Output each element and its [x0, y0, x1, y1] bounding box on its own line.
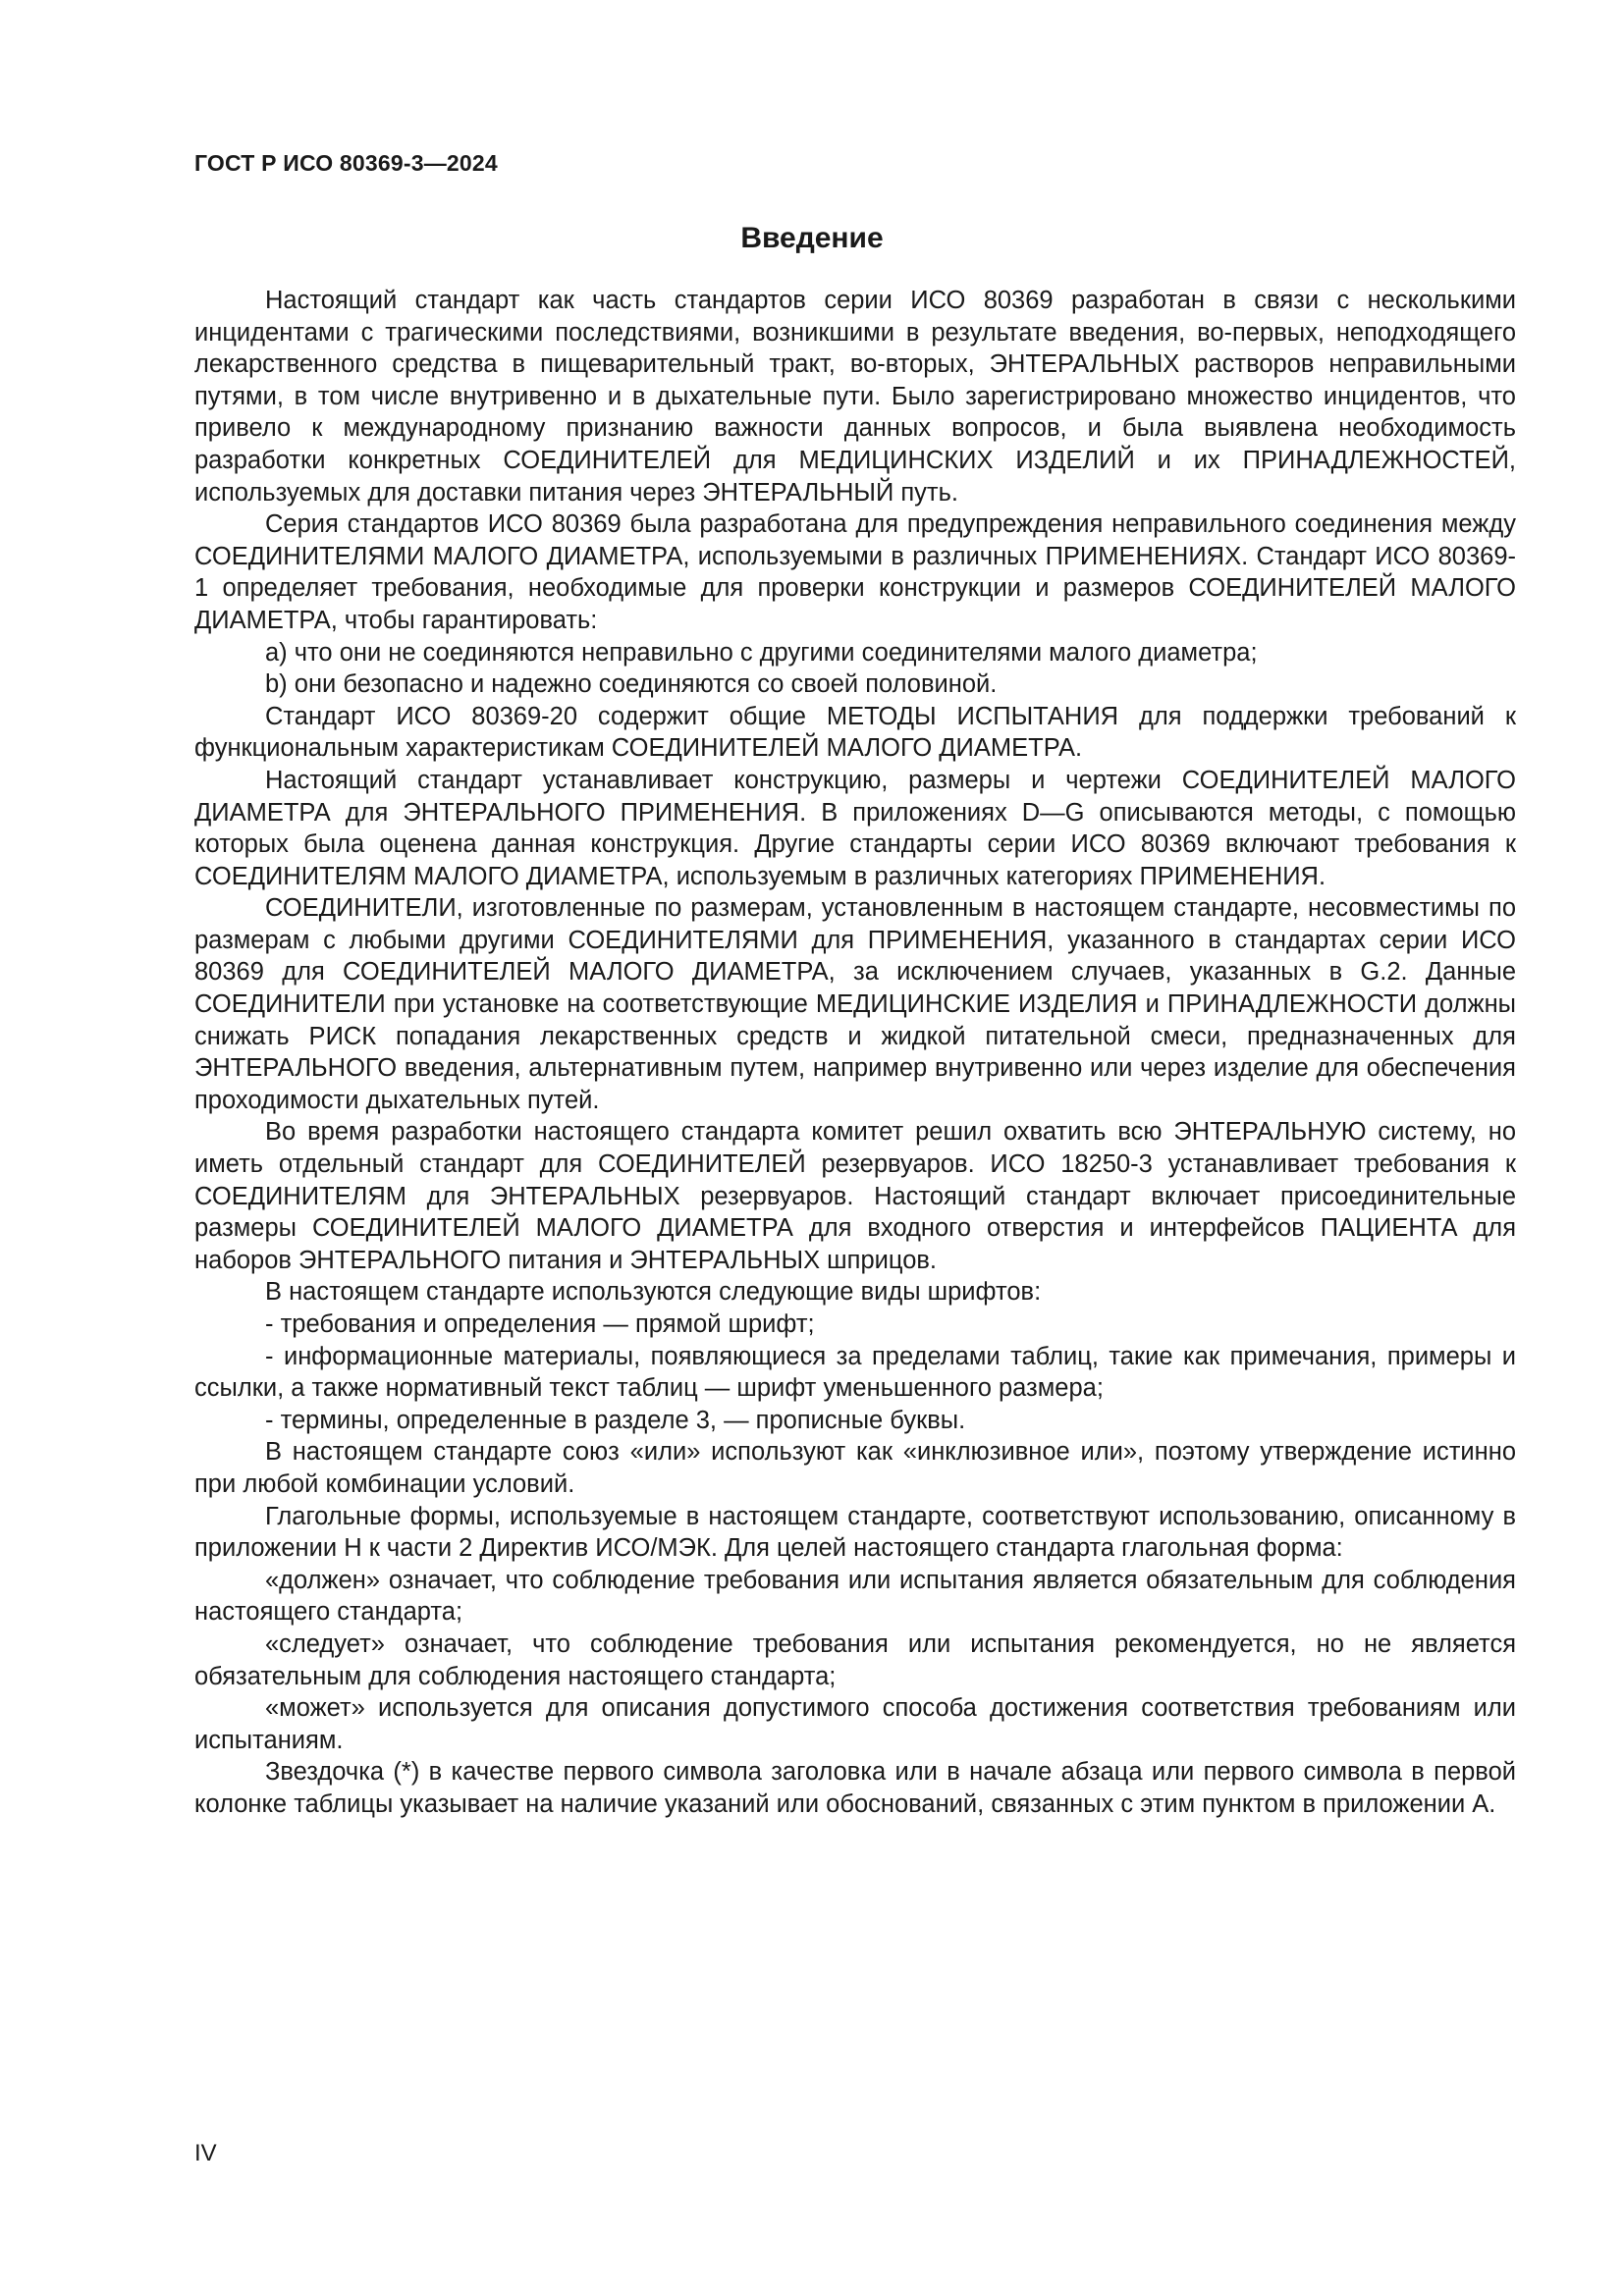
body-text [194, 285, 1516, 1821]
paragraph-may: «может» используется для описания допустимого способа достижения соответствия требованиям или испытаниям. [194, 1694, 1516, 1754]
paragraph-verbal-forms: Глагольные формы, используемые в настоящем стандарте, соответствуют использованию, описанному в приложении Н к части 2 Директив ИСО/МЭК. Для целей настоящего стандарта глагольная форма: [194, 1502, 1516, 1563]
paragraph-should: «следует» означает, что соблюдение требования или испытания рекомендуется, но не является обязательным для соблюдения настоящего стандарта; [194, 1629, 1516, 1690]
list-item-fonts-requirements: - требования и определения — прямой шрифт; [265, 1310, 815, 1338]
list-item-b: b) они безопасно и надежно соединяются со своей половиной. [265, 670, 998, 699]
paragraph-series-purpose: Серия стандартов ИСО 80369 была разработана для предупреждения неправильного соединения между СОЕДИНИТЕЛЯМИ МАЛОГО ДИАМЕТРА, используемыми в различных ПРИМЕНЕНИЯХ. Стандарт ИСО 80369-1 определяет требования, необходимые для проверки конструкции и размеров СОЕДИНИТЕЛЕЙ МАЛОГО ДИАМЕТРА, чтобы гарантировать: [194, 510, 1516, 634]
document-code: ГОСТ Р ИСО 80369-3—2024 [194, 150, 498, 176]
paragraph-test-methods: Стандарт ИСО 80369-20 содержит общие МЕТОДЫ ИСПЫТАНИЯ для поддержки требований к функциональным характеристикам СОЕДИНИТЕЛЕЙ МАЛОГО ДИАМЕТРА. [194, 702, 1516, 763]
paragraph-shall: «должен» означает, что соблюдение требования или испытания является обязательным для соблюдения настоящего стандарта; [194, 1566, 1516, 1627]
paragraph-connectors: СОЕДИНИТЕЛИ, изготовленные по размерам, установленным в настоящем стандарте, несовместимы по размерам с любыми другими СОЕДИНИТЕЛЯМИ для ПРИМЕНЕНИЯ, указанного в стандартах серии ИСО 80369 для СОЕДИНИТЕЛЕЙ МАЛОГО ДИАМЕТРА, за исключением случаев, указанных в G.2. Данные СОЕДИНИТЕЛИ при установке на соответствующие МЕДИЦИНСКИЕ ИЗДЕЛИЯ и ПРИНАДЛЕЖНОСТИ должны снижать РИСК попадания лекарственных средств и жидкой питательной смеси, предназначенных для ЭНТЕРАЛЬНОГО введения, альтернативным путем, например внутривенно или через изделие для обеспечения проходимости дыхательных путей. [194, 894, 1516, 1114]
list-item-fonts-terms: - термины, определенные в разделе 3, — прописные буквы. [265, 1406, 966, 1434]
paragraph-reservoirs: Во время разработки настоящего стандарта комитет решил охватить всю ЭНТЕРАЛЬНУЮ систему, но иметь отдельный стандарт для СОЕДИНИТЕЛЕЙ резервуаров. ИСО 18250-3 устанавливает требования к СОЕДИНИТЕЛЯМ для ЭНТЕРАЛЬНЫХ резервуаров. Настоящий стандарт включает присоединительные размеры СОЕДИНИТЕЛЕЙ МАЛОГО ДИАМЕТРА для входного отверстия и интерфейсов ПАЦИЕНТА для наборов ЭНТЕРАЛЬНОГО питания и ЭНТЕРАЛЬНЫХ шприцов. [194, 1118, 1516, 1274]
section-title: Введение [740, 222, 884, 254]
paragraph-or-conjunction: В настоящем стандарте союз «или» используют как «инклюзивное или», поэтому утверждение истинно при любой комбинации условий. [194, 1438, 1516, 1498]
page-number: IV [194, 2140, 217, 2166]
list-item-fonts-informational: - информационные материалы, появляющиеся за пределами таблиц, такие как примечания, примеры и ссылки, а также нормативный текст таблиц — шрифт уменьшенного размера; [194, 1342, 1516, 1403]
paragraph-fonts-intro: В настоящем стандарте используются следующие виды шрифтов: [265, 1278, 1042, 1307]
paragraph-asterisk: Звездочка (*) в качестве первого символа заголовка или в начале абзаца или первого символа в первой колонке таблицы указывает на наличие указаний или обоснований, связанных с этим пунктом в приложении А. [194, 1758, 1516, 1818]
paragraph-scope: Настоящий стандарт устанавливает конструкцию, размеры и чертежи СОЕДИНИТЕЛЕЙ МАЛОГО ДИАМЕТРА для ЭНТЕРАЛЬНОГО ПРИМЕНЕНИЯ. В приложениях D—G описываются методы, с помощью которых была оценена данная конструкция. Другие стандарты серии ИСО 80369 включают требования к СОЕДИНИТЕЛЯМ МАЛОГО ДИАМЕТРА, используемым в различных категориях ПРИМЕНЕНИЯ. [194, 766, 1516, 890]
paragraph-intro-incidents: Настоящий стандарт как часть стандартов серии ИСО 80369 разработан в связи с несколькими инцидентами с трагическими последствиями, возникшими в результате введения, во-первых, неподходящего лекарственного средства в пищеварительный тракт, во-вторых, ЭНТЕРАЛЬНЫХ растворов неправильными путями, в том числе внутривенно и в дыхательные пути. Было зарегистрировано множество инцидентов, что привело к международному признанию важности данных вопросов, и была выявлена необходимость разработки конкретных СОЕДИНИТЕЛЕЙ для МЕДИЦИНСКИХ ИЗДЕЛИЙ и их ПРИНАДЛЕЖНОСТЕЙ, используемых для доставки питания через ЭНТЕРАЛЬНЫЙ путь. [194, 287, 1516, 507]
list-item-a: a) что они не соединяются неправильно с другими соединителями малого диаметра; [265, 638, 1258, 667]
